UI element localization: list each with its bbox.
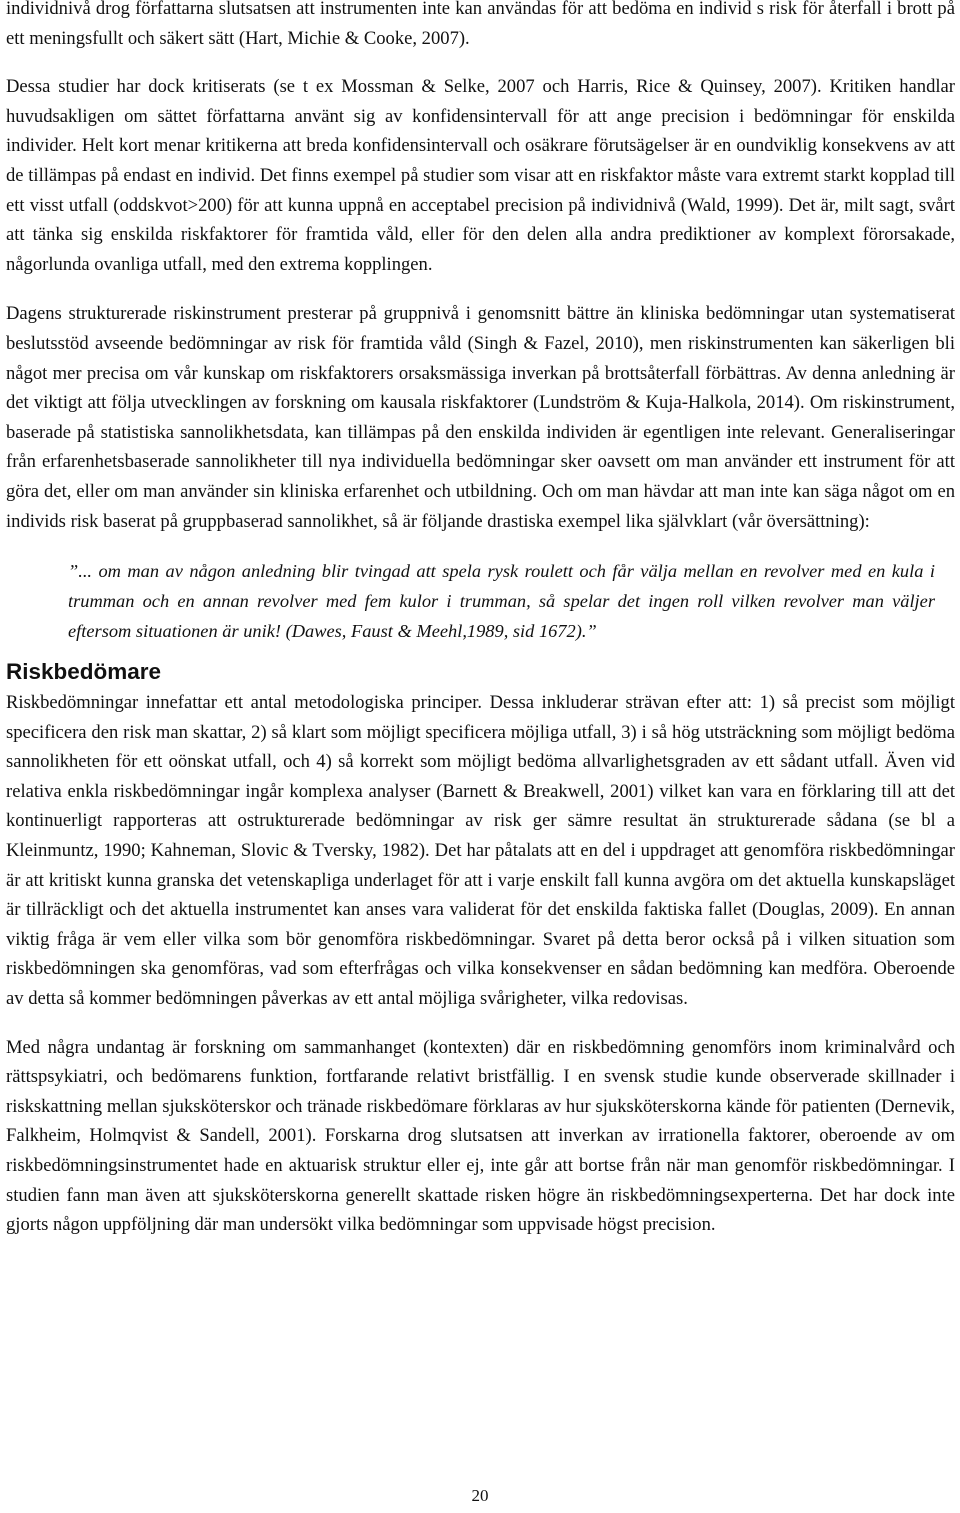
paragraph-4: Riskbedömningar innefattar ett antal metodologiska principer. Dessa inkluderar strävan efter att: 1) så precist som möjligt specificera den risk man skattar, 2) så klart som möjligt specificera möjliga utfall, 3) i så hög utsträckning som möjligt bedöma sannolikheten för ett oönskat utfall, och 4) så korrekt som möjligt bedöma allvarlighetsgraden av ett sådant utfall. Även vid relativa enkla riskbedömningar ingår komplexa analyser (Barnett & Breakwell, 2001) vilket kan vara en förklaring till att det kontinuerligt rapporteras att ostrukturerade bedömningar av risk ger sämre resultat än strukturerade sådana (se bl a Kleinmuntz, 1990; Kahneman, Slovic & Tversky, 1982). Det har påtalats att en del i uppdraget att genomföra riskbedömningar är att kritiskt kunna granska det vetenskapliga underlaget för att i varje enskilt fall kunna avgöra om det aktuella kunskapsläget är tillräckligt och det aktuella instrumentet kan anses vara validerat för det enskilda faktiska fallet (Douglas, 2009). En annan viktig fråga är vem eller vilka som bör genomföra riskbedömningar. Svaret på detta beror också på i vilken situation som riskbedömningen ska genomföras, vad som efterfrågas och vilka konsekvenser en sådan bedömning kan medföra. Oberoende av detta så kommer bedömningen påverkas av ett antal möjliga svårigheter, vilka redovisas. — [6, 692, 955, 1010]
document-page — [6, 0, 955, 1240]
block-quote: ”... om man av någon anledning blir tvingad att spela rysk roulett och får välja mellan en revolver med en kula i trumman och en annan revolver med fem kulor i trumman, så spelar det ingen roll vilken revolver man väljer eftersom situationen är unik! (Dawes, Faust & Meehl,1989, sid 1672).” — [68, 561, 935, 642]
paragraph-2: Dessa studier har dock kritiserats (se t ex Mossman & Selke, 2007 och Harris, Rice & Quinsey, 2007). Kritiken handlar huvudsakligen om sättet författarna använt sig av konfidensintervall för att ange precision i bedömningar för enskilda individer. Helt kort menar kritikerna att breda konfidensintervall och osäkrare förutsägelser är en oundviklig konsekvens av att de tillämpas på endast en individ. Det finns exempel på studier som visar att en riskfaktor måste vara extremt starkt kopplad till ett visst utfall (oddskvot>200) för att kunna uppnå en acceptabel precision på individnivå (Wald, 1999). Det är, milt sagt, svårt att tänka sig enskilda riskfaktorer för framtida våld, eller för den delen alla andra prediktioner av komplext förorsakade, någorlunda ovanliga utfall, med den extrema kopplingen. — [6, 76, 955, 275]
page-number: 20 — [471, 1486, 489, 1505]
paragraph-3: Dagens strukturerade riskinstrument presterar på gruppnivå i genomsnitt bättre än kliniska bedömningar utan systematiserat beslutsstöd avseende bedömningar av risk för framtida våld (Singh & Fazel, 2010), men riskinstrumenten kan säkerligen bli något mer precisa om vår kunskap om riskfaktorers orsaksmässiga inverkan på brottsåterfall förbättras. Av denna anledning är det viktigt att följa utvecklingen av forskning om kausala riskfaktorer (Lundström & Kuja-Halkola, 2014). Om riskinstrument, baserade på statistiska sannolikhetsdata, kan tillämpas på den enskilda individen är egentligen inte relevant. Generaliseringar från erfarenhetsbaserade sannolikheter till nya individuella bedömningar sker oavsett om man använder ett instrument för att göra det, eller om man använder sin kliniska erfarenhet och utbildning. Och om man hävdar att man inte kan säga något om en individs risk baserat på gruppbaserad sannolikhet, så är följande drastiska exempel lika självklart (vår översättning): — [6, 303, 955, 532]
paragraph-5: Med några undantag är forskning om sammanhanget (kontexten) där en riskbedömning genomförs inom kriminalvård och rättspsykiatri, och bedömarens funktion, fortfarande relativt bristfällig. I en svensk studie kunde observerade skillnader i riskskattning mellan sjuksköterskor och tränade riskbedömare förklaras av hur sjuksköterskorna kände för patienten (Dernevik, Falkheim, Holmqvist & Sandell, 2001). Forskarna drog slutsatsen att inverkan av irrationella faktorer, oberoende av om riskbedömningsinstrumentet hade en aktuarisk struktur eller ej, inte går att bortse från när man genomför riskbedömningar. I studien fann man även att sjuksköterskorna generellt skattade risken högre än riskbedömningsexperterna. Det har dock inte gjorts någon uppföljning där man undersökt vilka bedömningar som uppvisade högst precision. — [6, 1036, 955, 1236]
paragraph-1: individnivå drog författarna slutsatsen att instrumenten inte kan användas för att bedöma en individ s risk för återfall i brott på ett meningsfullt och säkert sätt (Hart, Michie & Cooke, 2007). — [6, 0, 955, 49]
section-heading: Riskbedömare — [6, 659, 162, 685]
